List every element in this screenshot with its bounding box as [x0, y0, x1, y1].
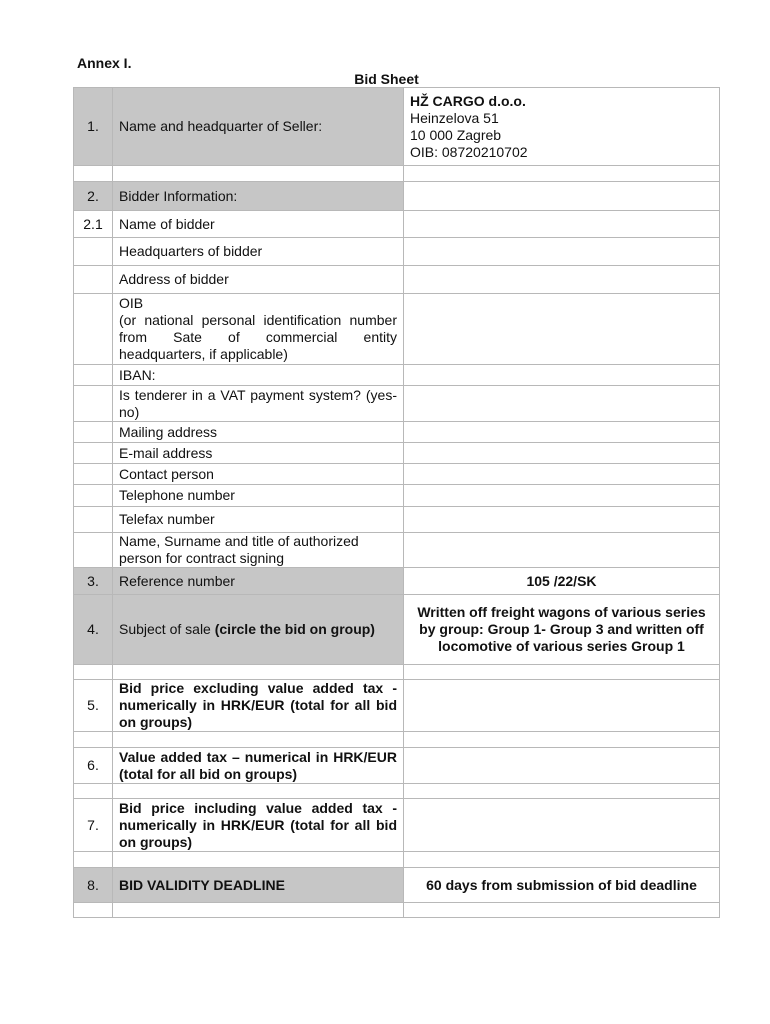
spacer-row — [74, 852, 720, 868]
validity-row — [74, 868, 720, 903]
bidder-field-value[interactable] — [404, 507, 720, 533]
bidder-field-value[interactable] — [404, 422, 720, 443]
bidder-field-value[interactable] — [404, 386, 720, 422]
spacer-row — [74, 166, 720, 182]
subject-value: Written off freight wagons of various series by group: Group 1- Group 3 and written off locomotive of various series Group 1 — [404, 595, 720, 665]
reference-label: Reference number — [113, 568, 404, 595]
spacer-row — [74, 903, 720, 918]
vat-label: Value added tax – numerical in HRK/EUR (total for all bid on groups) — [113, 748, 404, 784]
price-excl-vat-value[interactable] — [404, 680, 720, 732]
spacer-row — [74, 732, 720, 748]
subject-label-text: Subject of sale — [119, 621, 215, 637]
bidder-field-label: Mailing address — [113, 422, 404, 443]
bidder-field-row — [74, 266, 720, 294]
vat-value[interactable] — [404, 748, 720, 784]
bidder-field-value[interactable] — [404, 365, 720, 386]
bidder-field-row — [74, 485, 720, 507]
bidder-field-label: Headquarters of bidder — [113, 238, 404, 266]
subject-row — [74, 595, 720, 665]
bidder-field-row — [74, 464, 720, 485]
bid-sheet-table — [73, 87, 720, 918]
bidder-field-value[interactable] — [404, 211, 720, 238]
seller-row — [74, 88, 720, 166]
bidder-header-value — [404, 182, 720, 211]
bidder-field-label: Telephone number — [113, 485, 404, 507]
seller-city: 10 000 Zagreb — [410, 126, 502, 143]
bidder-field-value[interactable] — [404, 533, 720, 568]
row-number: 6. — [74, 748, 113, 784]
price-incl-vat-row — [74, 799, 720, 852]
bidder-field-value[interactable] — [404, 443, 720, 464]
bidder-field-value[interactable] — [404, 266, 720, 294]
seller-oib: OIB: 08720210702 — [410, 143, 528, 160]
bidder-field-row — [74, 533, 720, 568]
bidder-field-label: Is tenderer in a VAT payment system? (yes-no) — [113, 386, 404, 422]
price-incl-vat-value[interactable] — [404, 799, 720, 852]
page-title: Bid Sheet — [354, 71, 419, 87]
bidder-field-label: Name, Surname and title of authorized person for contract signing — [113, 533, 404, 568]
row-number: 2.1 — [74, 211, 113, 238]
subject-label — [113, 595, 404, 665]
bidder-field-row — [74, 443, 720, 464]
bidder-field-value[interactable] — [404, 238, 720, 266]
bidder-field-label: Contact person — [113, 464, 404, 485]
subject-label-hint: (circle the bid on group) — [214, 621, 375, 637]
price-incl-vat-label: Bid price including value added tax - numerically in HRK/EUR (total for all bid on groups) — [113, 799, 404, 852]
seller-label: Name and headquarter of Seller: — [113, 88, 404, 166]
bidder-field-row — [74, 507, 720, 533]
spacer-row — [74, 665, 720, 680]
seller-info — [404, 88, 720, 166]
bidder-field-label: Address of bidder — [113, 266, 404, 294]
row-number: 5. — [74, 680, 113, 732]
vat-row — [74, 748, 720, 784]
bidder-field-value[interactable] — [404, 485, 720, 507]
bidder-field-label: E-mail address — [113, 443, 404, 464]
seller-name: HŽ CARGO d.o.o. — [410, 92, 526, 109]
bidder-field-row — [74, 365, 720, 386]
row-number: 7. — [74, 799, 113, 852]
bidder-field-row — [74, 211, 720, 238]
bidder-field-value[interactable] — [404, 294, 720, 365]
spacer-row — [74, 784, 720, 799]
row-number: 4. — [74, 595, 113, 665]
row-number: 3. — [74, 568, 113, 595]
bidder-field-label: OIB (or national personal identification number from Sate of commercial entity headquarters, if applicable) — [113, 294, 404, 365]
price-excl-vat-label: Bid price excluding value added tax -numerically in HRK/EUR (total for all bid on groups) — [113, 680, 404, 732]
bidder-field-row — [74, 386, 720, 422]
validity-label: BID VALIDITY DEADLINE — [113, 868, 404, 903]
seller-street: Heinzelova 51 — [410, 109, 499, 126]
reference-row — [74, 568, 720, 595]
price-excl-vat-row — [74, 680, 720, 732]
validity-value: 60 days from submission of bid deadline — [404, 868, 720, 903]
bidder-field-label: Telefax number — [113, 507, 404, 533]
bidder-field-row — [74, 422, 720, 443]
bidder-field-row — [74, 294, 720, 365]
bidder-field-value[interactable] — [404, 464, 720, 485]
row-number: 2. — [74, 182, 113, 211]
bidder-field-label: IBAN: — [113, 365, 404, 386]
annex-label: Annex I. — [77, 55, 132, 71]
row-number: 1. — [74, 88, 113, 166]
row-number: 8. — [74, 868, 113, 903]
reference-value: 105 /22/SK — [404, 568, 720, 595]
bidder-field-label: Name of bidder — [113, 211, 404, 238]
bidder-field-row — [74, 238, 720, 266]
bidder-header-row — [74, 182, 720, 211]
bidder-label: Bidder Information: — [113, 182, 404, 211]
